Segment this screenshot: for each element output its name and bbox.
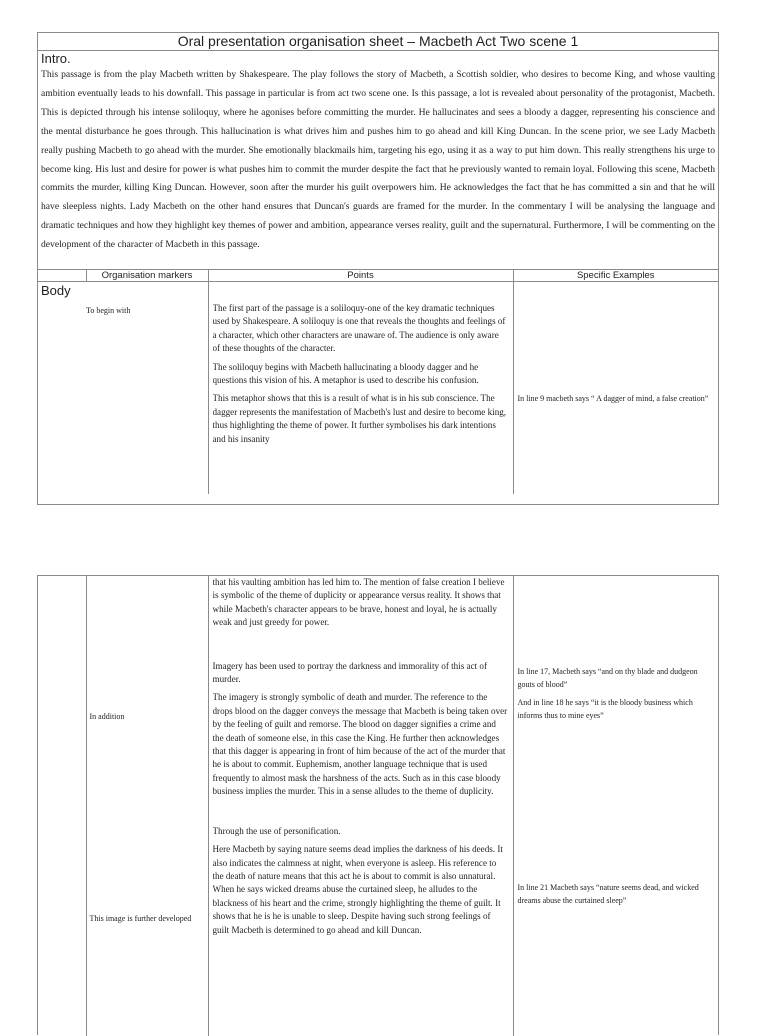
organisation-table-continued — [38, 576, 718, 1036]
body-cell — [38, 576, 86, 1036]
marker-cell — [86, 576, 208, 1036]
example-blade-blood: In line 17, Macbeth says “and on thy blade and dudgeon gouts of blood” — [517, 667, 698, 689]
point-dagger: The soliloquy begins with Macbeth hallucinating a bloody dagger and he questions this vision of his. A metaphor is used to describe his confusion. — [212, 361, 479, 386]
examples-cell — [513, 282, 718, 495]
point-imagery-intro: Imagery has been used to portray the darkness and immorality of this act of murder. — [212, 660, 487, 685]
page-1 — [37, 32, 719, 505]
points-cell — [208, 576, 513, 1036]
column-header-row — [38, 270, 718, 282]
example-dagger-of-mind: In line 9 macbeth says “ A dagger of mind, a false creation” — [517, 394, 709, 403]
point-continuation: that his vaulting ambition has led him to. The mention of false creation I believe is symbolic of the theme of duplicity or appearance versus reality. It shows that while Macbeth's character appears to be brave, honest and loyal, he is actually weak and just greedy for power. — [212, 577, 505, 628]
table-row — [38, 282, 718, 495]
intro-text: This passage is from the play Macbeth written by Shakespeare. The play follows the story of Macbeth, a Scottish soldier, who desires to become King, and whose vaulting ambition eventually leads to his downfall. This passage in particular is from act two scene one. Is this passage, a lot is revealed about personality of the protagonist, Macbeth. This is depicted through his intense soliloquy, where he agonises before committing the murder. He hallucinates and sees a bloody a dagger, representing his conscience and the mental disturbance he goes through. This hallucination is what drives him and pushes him to go ahead and kill King Duncan. In the scene prior, we see Lady Macbeth really pushing Macbeth to go ahead with the murder. She emotionally blackmails him, targeting his ego, using it as a way to put him down. This really strengthens his urge to become king. His lust and desire for power is what pushes him to commit the murder despite the fact that he previously wanted to remain loyal. Following this scene, Macbeth commits the murder, killing King Duncan. However, soon after the murder his guilt overpowers him. He acknowledges the fact that he has committed a sin and that he will have sleepless nights. Lady Macbeth on the other hand ensures that Duncan's guards are framed for the murder. In the commentary I will be analysing the language and dramatic techniques and how they highlight key themes of power and ambition, appearance verses reality, guilt and the supernatural. Furthermore, I will be commenting on the development of the character of Macbeth in this passage. — [41, 69, 715, 251]
point-imagery-analysis: The imagery is strongly symbolic of death and murder. The reference to the drops blood on the dagger conveys the message that Macbeth is being taken over by the feeling of guilt and remorse. The blood on dagger signifies a crime and the death of someone else, in this case the King. He further then acknowledges that this dagger is appearing in front of him because of the act of the murder that he is about to commit. Euphemism, another language technique that is used frequently to almost mask the harshness of the acts. Such as in this case bloody business implies the murder. This in a sense alludes to the theme of duplicity. — [212, 692, 508, 797]
point-personification-analysis: Here Macbeth by saying nature seems dead implies the darkness of his deeds. It also indicates the calmness at night, when everyone is asleep. His reference to the death of nature means that this act he is about to commit is also unnatural. When he says wicked dreams abuse the curtained sleep, he alludes to the blackness of his heart and the crime, strongly highlighting the theme of guilt. It shows that he is he is unable to sleep. Despite having such strong feelings of guilt Macbeth is determined to go ahead and kill Duncan. — [212, 844, 503, 935]
col-blank — [38, 270, 86, 282]
point-personification-intro: Through the use of personification. — [212, 825, 341, 836]
col-markers-header: Organisation markers — [86, 270, 208, 282]
table-row — [38, 576, 718, 1036]
point-metaphor: This metaphor shows that this is a result of what is in his sub conscience. The dagger represents the manifestation of Macbeth's lust and desire to become king, thus highlighting the theme of power. It further symbolises his dark intentions and his insanity — [212, 393, 507, 444]
example-nature-seems-dead: In line 21 Macbeth says “nature seems dead, and wicked dreams abuse the curtained sleep” — [517, 883, 699, 905]
page-2 — [37, 575, 719, 1035]
points-cell — [208, 282, 513, 495]
col-examples-header: Specific Examples — [513, 270, 718, 282]
col-points-header: Points — [208, 270, 513, 282]
marker-further-developed: This image is further developed — [89, 914, 192, 923]
examples-cell — [513, 576, 718, 1036]
marker-to-begin-with: To begin with — [86, 306, 131, 315]
marker-in-addition: In addition — [89, 712, 125, 721]
point-soliloquy: The first part of the passage is a soliloquy-one of the key dramatic techniques used by Shakespeare. A soliloquy is one that reveals the thoughts and feelings of a character, which other characters are unaware of. The audience is only aware of these thoughts of the character. — [212, 303, 506, 354]
example-bloody-business: And in line 18 he says “it is the bloody business which informs thus to mine eyes” — [517, 698, 693, 720]
body-cell — [38, 282, 86, 495]
sheet-title: Oral presentation organisation sheet – Macbeth Act Two scene 1 — [38, 33, 718, 51]
intro-heading: Intro. — [41, 51, 71, 66]
marker-cell — [86, 282, 208, 495]
organisation-table — [38, 269, 718, 494]
body-heading: Body — [41, 283, 71, 298]
